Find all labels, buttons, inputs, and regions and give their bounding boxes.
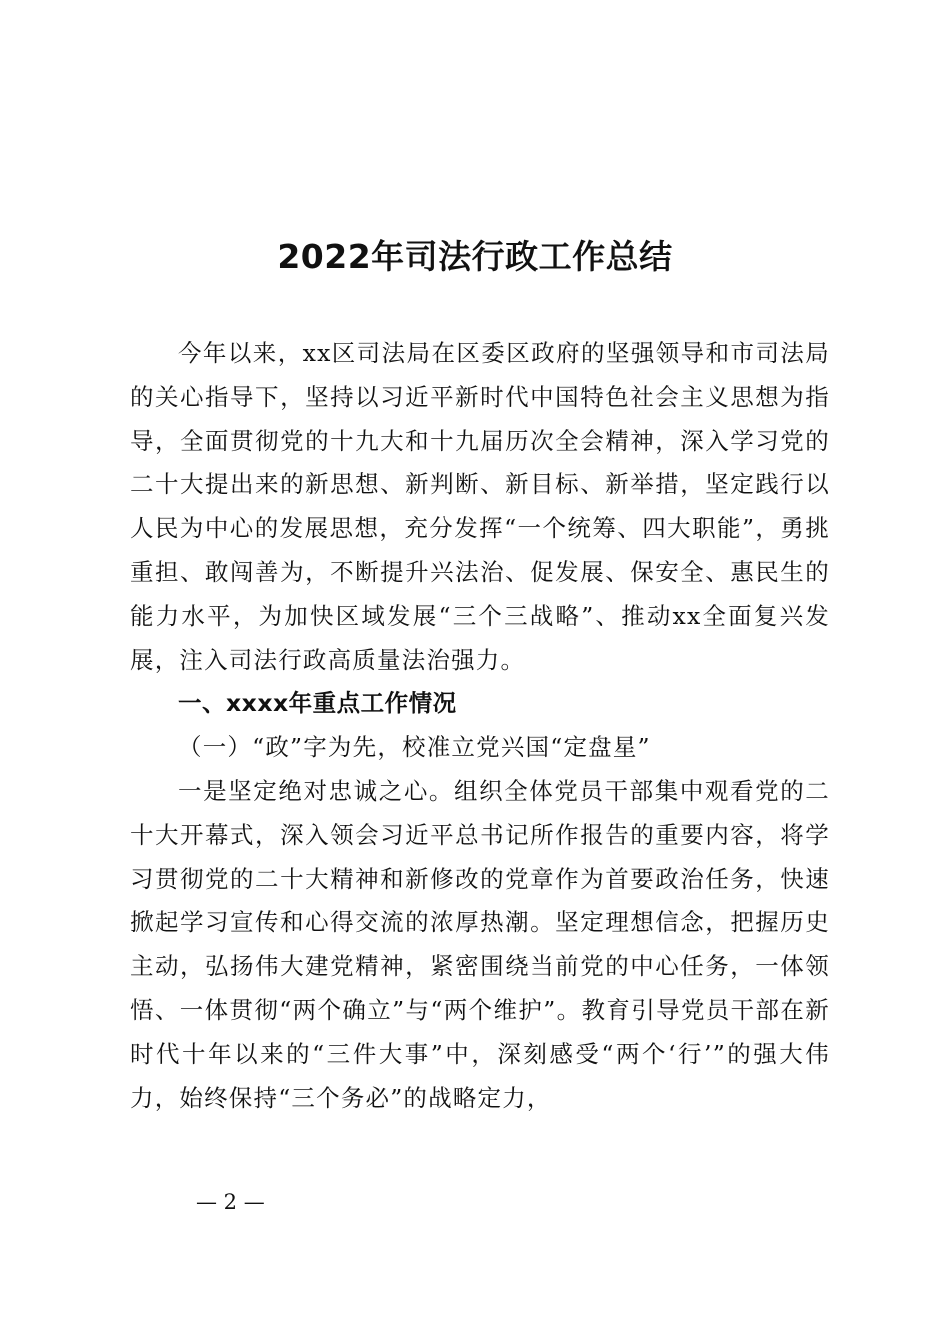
subsection-heading: （一）“政”字为先，校准立党兴国“定盘星”	[178, 733, 651, 762]
document-body	[130, 332, 830, 1120]
document-title: 2022年司法行政工作总结	[277, 237, 673, 276]
page-number: — 2 —	[196, 1190, 265, 1214]
intro-paragraph: 今年以来，xx区司法局在区委区政府的坚强领导和市司法局的关心指导下，坚持以习近平新时代中国特色社会主义思想为指导，全面贯彻党的十九大和十九届历次全会精神，深入学习党的二十大提出来的新思想、新判断、新目标、新举措，坚定践行以人民为中心的发展思想，充分发挥“一个统筹、四大职能”，勇挑重担、敢闯善为，不断提升兴法治、促发展、保安全、惠民生的能力水平，为加快区域发展“三个三战略”、推动xx全面复兴发展，注入司法行政高质量法治强力。	[130, 339, 830, 674]
body-paragraph: 一是坚定绝对忠诚之心。组织全体党员干部集中观看党的二十大开幕式，深入领会习近平总书记所作报告的重要内容，将学习贯彻党的二十大精神和新修改的党章作为首要政治任务，快速掀起学习宣传和心得交流的浓厚热潮。坚定理想信念，把握历史主动，弘扬伟大建党精神，紧密围绕当前党的中心任务，一体领悟、一体贯彻“两个确立”与“两个维护”。教育引导党员干部在新时代十年以来的“三件大事”中，深刻感受“两个‘行’”的强大伟力，始终保持“三个务必”的战略定力，	[130, 776, 830, 1112]
section-heading: 一、xxxx年重点工作情况	[178, 689, 457, 718]
